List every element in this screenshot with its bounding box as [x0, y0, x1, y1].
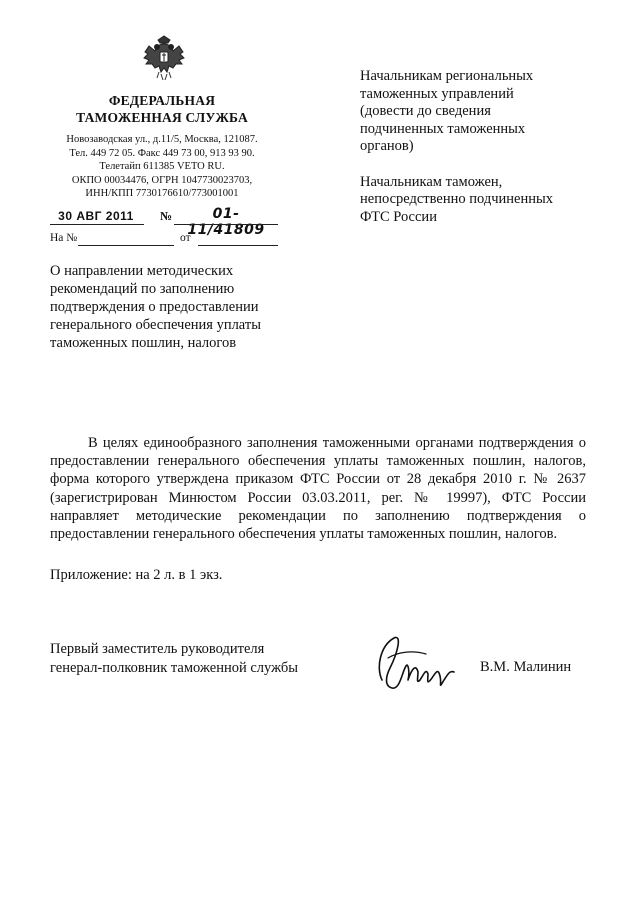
coat-of-arms-icon — [141, 34, 187, 82]
addressee-line: Начальникам таможен, — [360, 173, 503, 190]
addressee-line: таможенных управлений — [360, 85, 514, 102]
reference-line — [50, 232, 280, 250]
address-line: ОКПО 00034476, ОГРН 1047730023703, — [71, 174, 253, 186]
signer-name: В.М. Малинин — [480, 659, 572, 675]
address-line: Телетайп 611385 VETO RU. — [99, 161, 225, 172]
subject-line: подтверждения о предоставлении — [50, 299, 259, 315]
addressee-line: подчиненных таможенных — [360, 120, 526, 137]
address-line: Тел. 449 72 05. Факс 449 73 00, 913 93 90. — [69, 147, 255, 159]
subject-line: таможенных пошлин, налогов — [50, 335, 237, 351]
addressee-block-customs — [360, 174, 600, 227]
organization-address — [52, 133, 272, 201]
registration-number-underline — [174, 224, 278, 225]
reference-number-blank — [78, 245, 174, 246]
addressee-line: органов) — [360, 138, 414, 154]
addressee-line: ФТС России — [360, 208, 437, 225]
subject-line: рекомендаций по заполнению — [50, 281, 235, 297]
address-line: ИНН/КПП 7730176610/773001001 — [85, 188, 239, 199]
addressee-line: (довести до сведения — [360, 103, 491, 119]
organization-name — [52, 92, 272, 126]
registration-date: 30 АВГ 2011 — [58, 209, 134, 223]
registration-number-label: № — [160, 209, 173, 223]
signer-position-line1: Первый заместитель руководителя — [50, 641, 265, 657]
reference-number-label: На № — [50, 232, 78, 244]
organization-name-line1: ФЕДЕРАЛЬНАЯ — [108, 93, 216, 108]
subject-line: генерального обеспечения уплаты — [50, 317, 261, 333]
organization-name-line2: ТАМОЖЕННАЯ СЛУЖБА — [76, 110, 248, 125]
addressees — [360, 68, 600, 244]
addressee-block-regional — [360, 68, 600, 156]
registration-date-underline — [50, 224, 144, 225]
address-line: Новозаводская ул., д.11/5, Москва, 121087. — [66, 134, 258, 145]
reference-date-blank — [198, 245, 278, 246]
reference-from-label: от — [180, 232, 191, 244]
subject-line: О направлении методических — [50, 263, 234, 279]
signer-position-line2: генерал-полковник таможенной службы — [50, 659, 299, 676]
appendix-note: Приложение: на 2 л. в 1 экз. — [50, 567, 223, 583]
addressee-line: непосредственно подчиненных — [360, 191, 553, 207]
handwritten-signature-icon — [372, 628, 460, 696]
registration-number: 01-11/41809 — [187, 206, 265, 238]
addressee-line: Начальникам региональных — [360, 68, 534, 84]
signer-position — [50, 640, 350, 677]
body-paragraph: В целях единообразного заполнения таможенными органами подтверждения о предоставлении генерального обеспечения уплаты таможенных пошлин, налогов, форма которого утверждена приказом ФТС России от 28 декабря 2010 г. № 2637 (зарегистрирован Минюстом России 03.03.2011, рег. № 19997), ФТС России направляет методические рекомендации по заполнению подтверждения о предоставлении генерального обеспечения уплаты таможенных пошлин, налогов. — [50, 435, 586, 543]
letter-subject — [50, 262, 290, 352]
